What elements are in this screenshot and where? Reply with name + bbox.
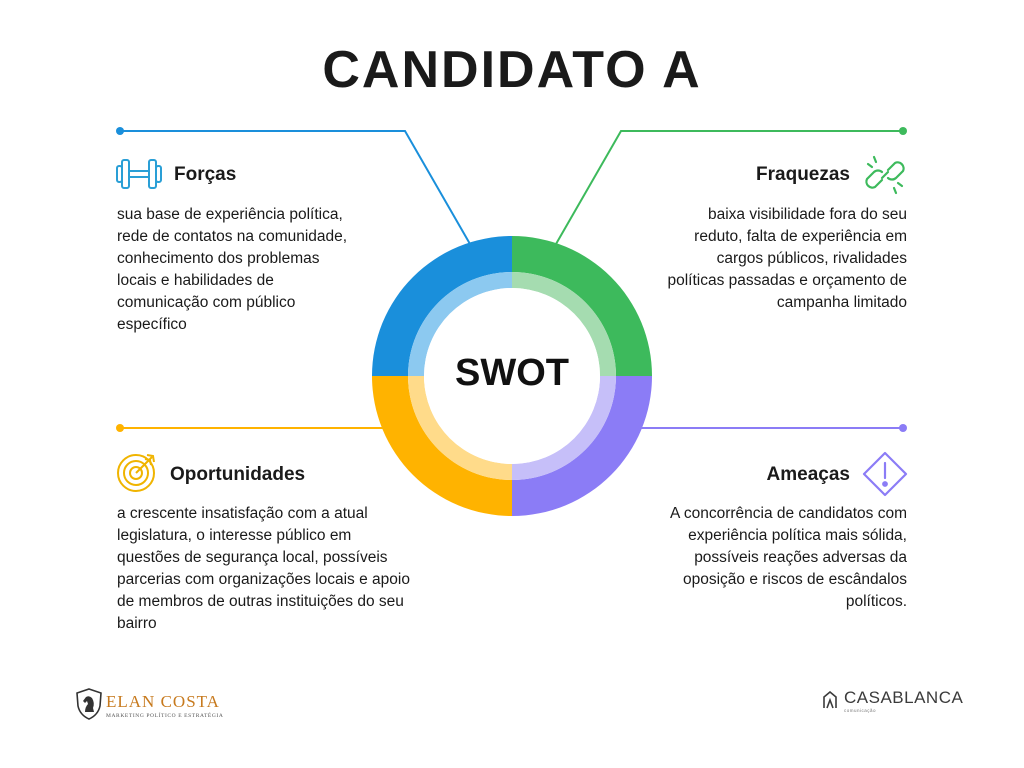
connector-ameacas	[640, 424, 907, 432]
elan-costa-name: ELAN COSTA	[106, 692, 220, 711]
target-icon	[115, 450, 159, 499]
chess-knight-shield-icon	[76, 688, 102, 725]
casablanca-mark-icon	[822, 691, 838, 714]
fraquezas-heading: Fraquezas	[756, 164, 850, 185]
elan-costa-tagline: MARKETING POLÍTICO E ESTRATÉGIA	[106, 713, 224, 719]
elan-costa-logo	[76, 688, 226, 728]
ameacas-text: A concorrência de candidatos com experiência política mais sólida, possíveis reações adversas da oposição e riscos de escândalos políticos.	[670, 505, 907, 610]
fraquezas-text: baixa visibilidade fora do seu reduto, falta de experiência em cargos públicos, rivalidades políticas passadas e orçamento de campanha limitado	[667, 206, 907, 311]
connector-oportunidades	[116, 424, 384, 432]
page-title: CANDIDATO A	[322, 41, 702, 99]
dumbbell-icon	[116, 157, 162, 196]
warning-icon	[862, 451, 908, 502]
broken-link-icon	[862, 152, 908, 203]
swot-center-label: SWOT	[455, 352, 569, 394]
forcas-text: sua base de experiência política, rede de contatos na comunidade, conhecimento dos problemas locais e habilidades de comunicação com público específico	[117, 206, 348, 333]
casablanca-logo	[822, 688, 964, 718]
ameacas-heading: Ameaças	[766, 464, 850, 485]
oportunidades-heading: Oportunidades	[170, 464, 306, 485]
forcas-heading: Forças	[174, 164, 237, 185]
oportunidades-text: a crescente insatisfação com a atual legislatura, o interesse público em questões de segurança local, possíveis parcerias com organizações locais e apoio de membros de outras instituições do seu bairro	[117, 505, 410, 632]
casablanca-tagline: comunicação	[844, 708, 877, 713]
casablanca-name: CASABLANCA	[844, 688, 964, 707]
